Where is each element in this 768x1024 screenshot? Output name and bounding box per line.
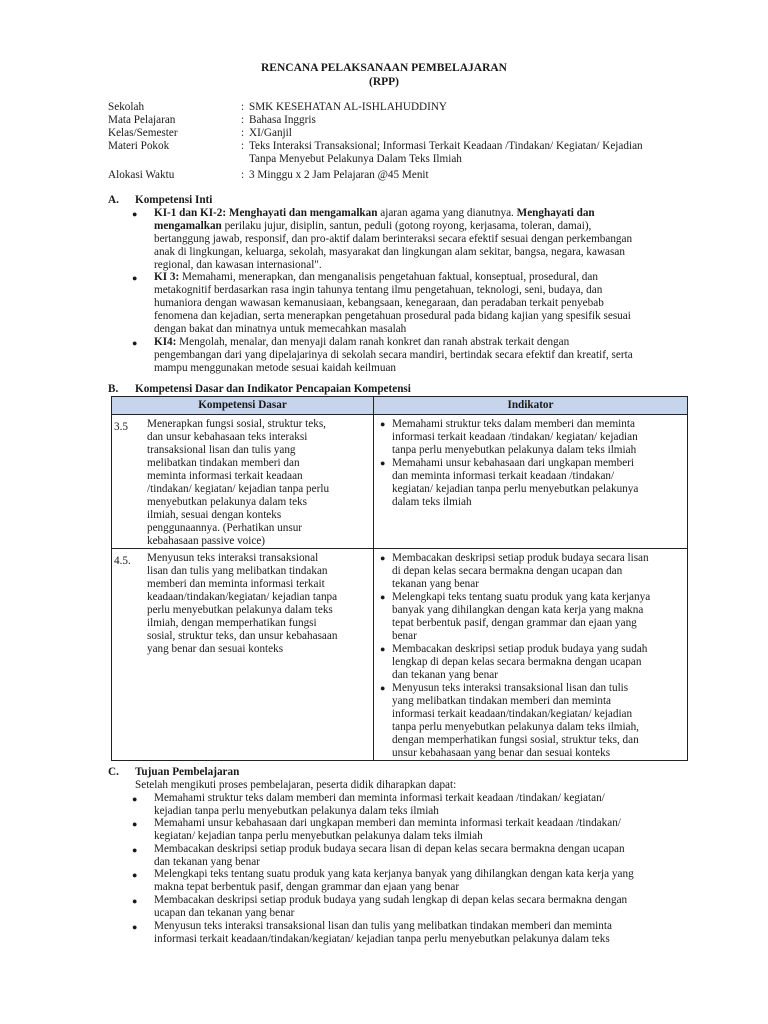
kd-line: ilmiah, dengan memperhatikan fungsi <box>147 617 317 629</box>
ki-4-line-3: mampu menggunakan metode sesuai kaidah keilmuan <box>154 362 397 374</box>
kd-cell <box>112 549 374 761</box>
indicator-line: dan meminta informasi terkait keadaan /tindakan/ <box>392 470 615 482</box>
indicator-line: informasi terkait keadaan/tindakan/kegiatan/ kejadian <box>392 708 633 720</box>
objective-line: kegiatan/ kejadian tanpa perlu menyebutkan pelakunya dalam teks ilmiah <box>154 830 483 842</box>
indicator-line: Membacakan deskripsi setiap produk budaya secara lisan <box>392 552 649 564</box>
section-letter: A. <box>108 194 119 206</box>
objective-line: Memahami struktur teks dalam memberi dan meminta informasi terkait keadaan /tindakan/ kegiatan/ <box>154 792 605 804</box>
table-header-row <box>112 397 688 415</box>
meta-value-material-cont: Tanpa Menyebut Pelakunya Dalam Teks Ilmiah <box>249 153 462 165</box>
kd-line: lisan dan tulis yang melibatkan tindakan <box>147 565 328 577</box>
indicator-line: tanpa perlu menyebutkan pelakunya dalam teks ilmiah <box>392 444 637 456</box>
bullet-icon: ● <box>132 273 138 283</box>
indicator-line: benar <box>392 630 417 642</box>
objective-line: informasi terkait keadaan/tindakan/kegiatan/ kejadian tanpa perlu menyebutkan pelakunya dalam teks <box>154 933 610 945</box>
kd-line: melibatkan tindakan memberi dan <box>147 457 300 469</box>
objective-line: dan tekanan yang benar <box>154 856 260 868</box>
table-row <box>112 549 688 761</box>
indicator-line: Membacakan deskripsi setiap produk budaya yang sudah <box>392 643 648 655</box>
bullet-icon: ● <box>380 644 386 654</box>
ki-4-line-1: KI4: Mengolah, menalar, dan menyaji dalam ranah konkret dan ranah abstrak terkait dengan <box>154 336 570 348</box>
indicator-line: unsur kebahasaan yang benar dan sesuai konteks <box>392 747 611 759</box>
ki-4-line-2: pengembangan dari yang dipelajarinya di sekolah secara mandiri, bertindak secara efektif dan kreatif, serta <box>154 349 633 361</box>
indicator-cell <box>374 549 688 761</box>
kd-line: dan unsur kebahasaan teks interaksi <box>147 431 308 443</box>
indicator-line: dalam teks ilmiah <box>392 496 472 508</box>
objective-line: kejadian tanpa perlu menyebutkan pelakunya dalam teks ilmiah <box>154 805 439 817</box>
indicator-line: kegiatan/ kejadian tanpa perlu menyebutkan pelakunya <box>392 483 639 495</box>
kd-line: /tindakan/ kegiatan/ kejadian tanpa perlu <box>147 483 330 495</box>
column-header-indicator: Indikator <box>374 397 688 415</box>
meta-label-material: Materi Pokok <box>108 140 170 152</box>
kd-line: menyebutkan pelakunya dalam teks <box>147 496 307 508</box>
ki-3-line-1: KI 3: Memahami, menerapkan, dan menganalisis pengetahuan faktual, konseptual, prosedural, dan <box>154 271 598 283</box>
indicator-line: di depan kelas secara bermakna dengan ucapan dan <box>392 565 623 577</box>
indicator-line: lengkap di depan kelas secara bermakna dengan ucapan <box>392 656 642 668</box>
bullet-icon: ● <box>380 683 386 693</box>
bullet-icon: ● <box>132 922 138 932</box>
table-row <box>112 415 688 549</box>
meta-colon: : <box>241 127 245 139</box>
bullet-icon: ● <box>132 819 138 829</box>
objective-line: Menyusun teks interaksi transaksional lisan dan tulis yang melibatkan tindakan memberi dan meminta <box>154 920 612 932</box>
ki-3-line-5: dengan bakat dan minatnya untuk memecahkan masalah <box>154 323 407 335</box>
bullet-icon: ● <box>132 845 138 855</box>
bullet-icon: ● <box>380 553 386 563</box>
document-subtitle: (RPP) <box>368 76 399 88</box>
objective-line: Memahami unsur kebahasaan dari ungkapan memberi dan meminta informasi terkait keadaan /tindakan/ <box>154 817 621 829</box>
indicator-line: dengan memperhatikan fungsi sosial, struktur teks, dan <box>392 734 639 746</box>
column-header-kd: Kompetensi Dasar <box>112 397 374 415</box>
meta-colon: : <box>241 101 245 113</box>
section-letter: C. <box>108 766 119 778</box>
bullet-icon: ● <box>132 794 138 804</box>
meta-label-subject: Mata Pelajaran <box>108 114 176 126</box>
meta-label-class: Kelas/Semester <box>108 127 178 139</box>
kd-text <box>147 418 365 548</box>
kd-line: perlu menyebutkan pelakunya dalam teks <box>147 604 333 616</box>
meta-colon: : <box>241 169 245 181</box>
meta-value-time: 3 Minggu x 2 Jam Pelajaran @45 Menit <box>249 169 429 181</box>
indicator-line: tepat berbentuk pasif, dengan grammar dan ejaan yang <box>392 617 637 629</box>
meta-value-material: Teks Interaksi Transaksional; Informasi Terkait Keadaan /Tindakan/ Kegiatan/ Kejadian <box>249 140 643 152</box>
kd-line: keadaan/tindakan/kegiatan/ kejadian tanpa <box>147 591 338 603</box>
objective-line: makna tepat berbentuk pasif, dengan grammar dan ejaan yang benar <box>154 881 460 893</box>
document-title: RENCANA PELAKSANAAN PEMBELAJARAN <box>261 62 507 74</box>
indicator-line: Memahami struktur teks dalam memberi dan meminta <box>392 418 635 430</box>
kd-text <box>147 552 365 656</box>
kd-line: ilmiah, sesuai dengan konteks <box>147 509 282 521</box>
indicator-item <box>380 682 683 760</box>
ki-3-line-3: humaniora dengan wawasan kemanusiaan, kebangsaan, kenegaraan, dan peradaban terkait penyebab <box>154 297 604 309</box>
indicator-line: yang melibatkan tindakan memberi dan meminta <box>392 695 612 707</box>
bullet-icon: ● <box>132 870 138 880</box>
bullet-icon: ● <box>380 592 386 602</box>
indicator-line: Memahami unsur kebahasaan dari ungkapan memberi <box>392 457 635 469</box>
section-title: Tujuan Pembelajaran <box>135 766 240 778</box>
bullet-icon: ● <box>380 458 386 468</box>
bullet-icon: ● <box>380 419 386 429</box>
indicator-item <box>380 591 683 643</box>
kd-line: memberi dan meminta informasi terkait <box>147 578 325 590</box>
meta-colon: : <box>241 140 245 152</box>
kd-number: 3.5 <box>114 421 128 433</box>
kd-cell <box>112 415 374 549</box>
meta-label-time: Alokasi Waktu <box>108 169 175 181</box>
bullet-icon: ● <box>132 209 138 219</box>
section-title: Kompetensi Inti <box>135 194 213 206</box>
kd-line: meminta informasi terkait keadaan <box>147 470 303 482</box>
kd-line: penggunaannya. (Perhatikan unsur <box>147 522 303 534</box>
objective-line: Membacakan deskripsi setiap produk budaya yang sudah lengkap di depan kelas secara bermakna dengan <box>154 894 628 906</box>
ki-12-line-1: KI-1 dan KI-2: Menghayati dan mengamalkan ajaran agama yang dianutnya. Menghayati dan <box>154 207 595 219</box>
ki-12-line-3: bertanggung jawab, responsif, dan pro-aktif dalam berinteraksi secara efektif sesuai dengan perkembangan <box>154 233 633 245</box>
kd-line: Menerapkan fungsi sosial, struktur teks, <box>147 418 326 430</box>
ki-12-line-2: mengamalkan perilaku jujur, disiplin, santun, peduli (gotong royong, kerjasama, toleran, damai), <box>154 220 592 232</box>
ki-3-line-2: metakognitif berdasarkan rasa ingin tahunya tentang ilmu pengetahuan, teknologi, seni, budaya, dan <box>154 284 603 296</box>
objective-line: Melengkapi teks tentang suatu produk yang kata kerjanya banyak yang dihilangkan dengan kata kerja yang <box>154 868 634 880</box>
competence-indicator-table <box>111 396 688 761</box>
indicator-cell <box>374 415 688 549</box>
ki-3-line-4: fenomena dan kejadian, serta menerapkan pengetahuan prosedural pada bidang kajian yang spesifik sesuai <box>154 310 631 322</box>
ki-12-line-5: regional, dan kawasan internasional". <box>154 259 322 271</box>
kd-line: yang benar dan sesuai konteks <box>147 643 284 655</box>
indicator-item <box>380 457 683 509</box>
indicator-line: informasi terkait keadaan /tindakan/ kegiatan/ kejadian <box>392 431 638 443</box>
indicator-line: tekanan yang benar <box>392 578 479 590</box>
kd-line: sosial, struktur teks, dan unsur kebahasaan <box>147 630 338 642</box>
objective-line: ucapan dan tekanan yang benar <box>154 907 295 919</box>
indicator-line: dan tekanan yang benar <box>392 669 498 681</box>
meta-value-subject: Bahasa Inggris <box>249 114 316 126</box>
section-letter: B. <box>108 383 119 395</box>
meta-value-class: XI/Ganjil <box>249 127 292 139</box>
kd-line: Menyusun teks interaksi transaksional <box>147 552 319 564</box>
bullet-icon: ● <box>132 896 138 906</box>
meta-value-school: SMK KESEHATAN AL-ISHLAHUDDINY <box>249 101 447 113</box>
objective-line: Membacakan deskripsi setiap produk budaya secara lisan di depan kelas secara bermakna dengan ucapan <box>154 843 625 855</box>
indicator-line: Menyusun teks interaksi transaksional lisan dan tulis <box>392 682 629 694</box>
indicator-line: banyak yang dihilangkan dengan kata kerja yang makna <box>392 604 644 616</box>
indicator-line: tanpa perlu menyebutkan pelakunya dalam teks ilmiah, <box>392 721 639 733</box>
kd-line: kebahasaan passive voice) <box>147 535 266 547</box>
indicator-item <box>380 552 683 591</box>
meta-label-school: Sekolah <box>108 101 145 113</box>
ki-12-line-4: anak di lingkungan, keluarga, sekolah, masyarakat dan lingkungan alam sekitar, bangsa, negara, kawasan <box>154 246 625 258</box>
section-title: Kompetensi Dasar dan Indikator Pencapaian Kompetensi <box>135 383 411 395</box>
indicator-item <box>380 418 683 457</box>
objectives-intro: Setelah mengikuti proses pembelajaran, peserta didik diharapkan dapat: <box>135 779 457 791</box>
meta-colon: : <box>241 114 245 126</box>
bullet-icon: ● <box>132 338 138 348</box>
indicator-line: Melengkapi teks tentang suatu produk yang kata kerjanya <box>392 591 651 603</box>
kd-number: 4.5. <box>114 555 131 567</box>
kd-line: transaksional lisan dan tulis yang <box>147 444 296 456</box>
indicator-item <box>380 643 683 682</box>
